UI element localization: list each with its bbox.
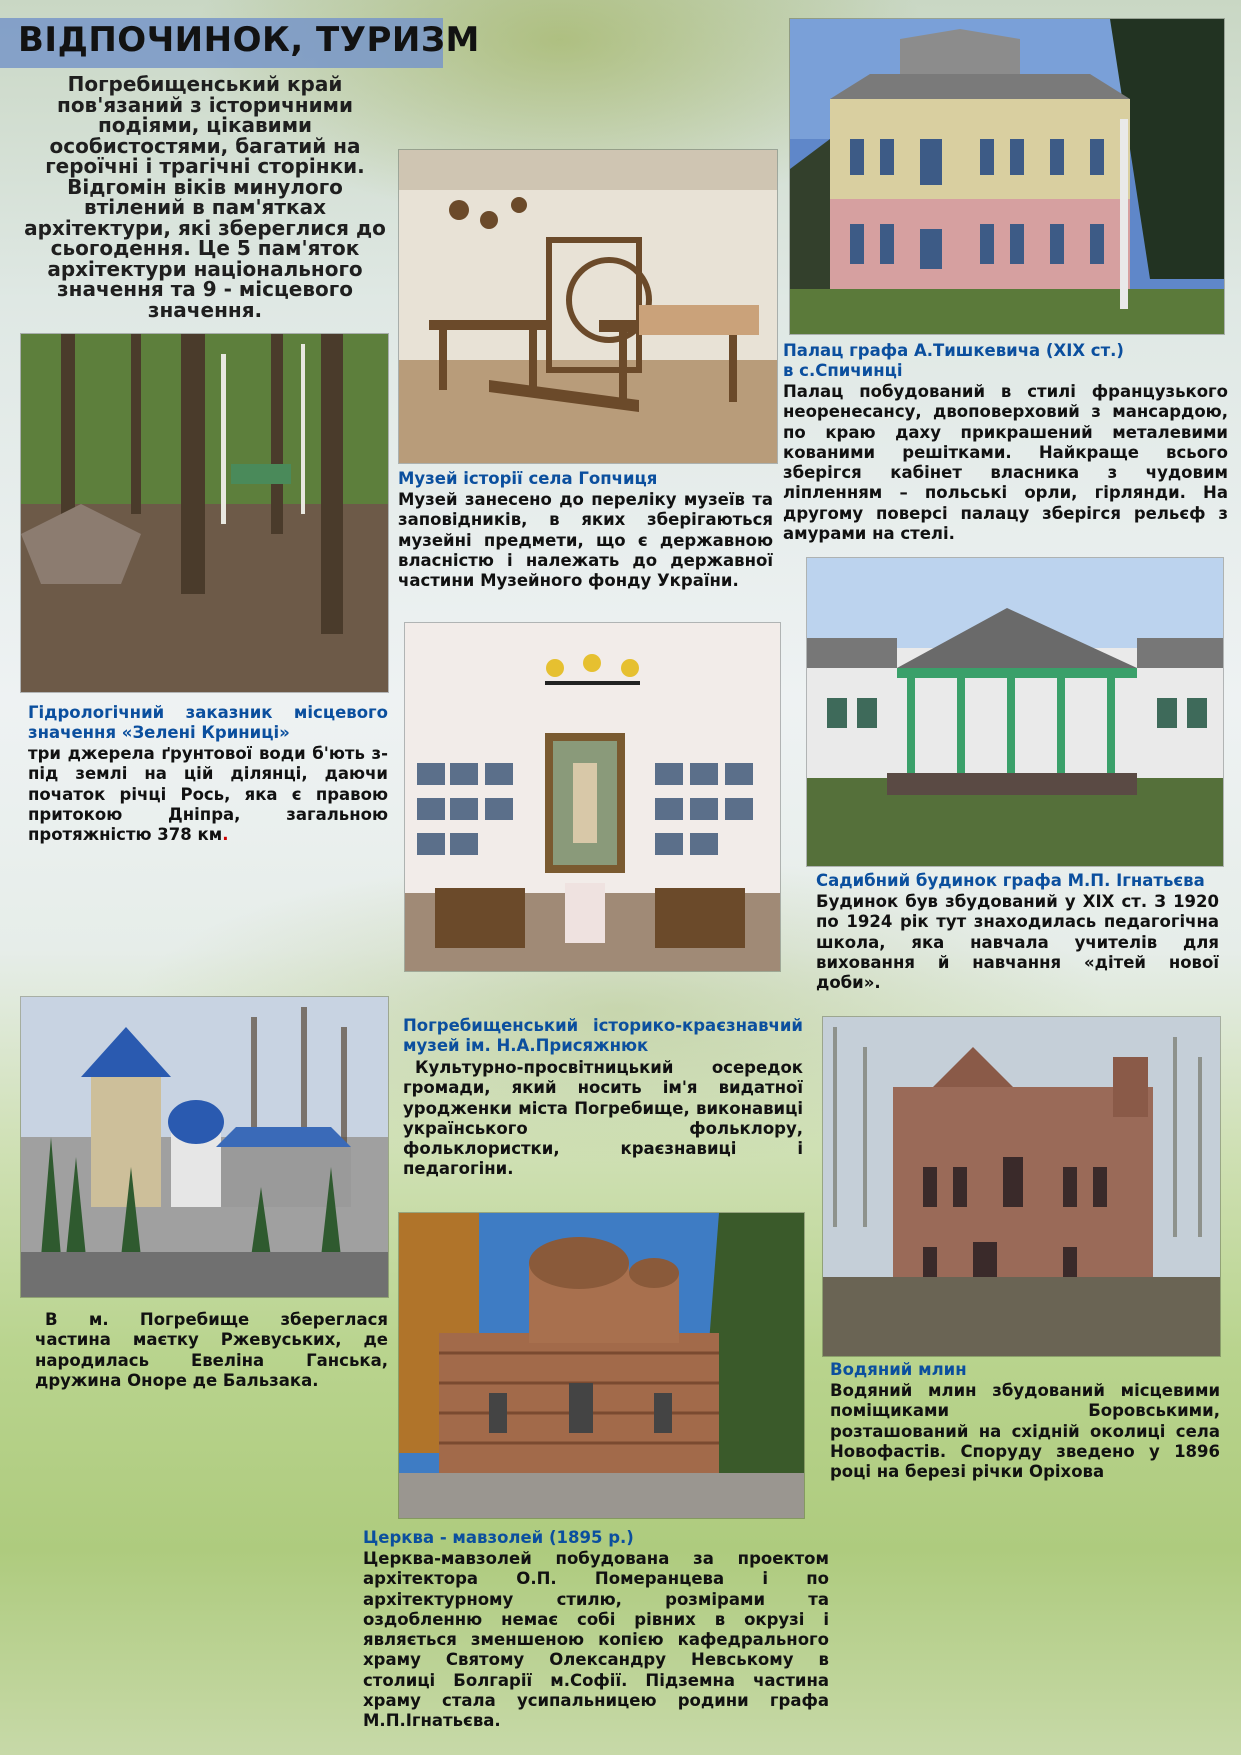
- church-caption: Церква - мавзолей (1895 р.): [363, 1528, 634, 1547]
- estate-photo: [806, 557, 1224, 867]
- reserve-text-main: три джерела ґрунтової води б'ють з-під землі на цій ділянці, даючи початок річці Рось, яка є правою притокою Дніпра, загальною протяжністю 378 км: [28, 744, 388, 845]
- rzhevusky-text: В м. Погребище збереглася частина маєтку Ржевуських, де народилась Евеліна Ганська, дружина Оноре де Бальзака.: [35, 1310, 388, 1390]
- local-museum-caption: Погребищенський історико-краєзнавчий музей ім. Н.А.Присяжнюк: [403, 1016, 803, 1055]
- local-museum-photo: [404, 622, 781, 972]
- reserve-text: [28, 744, 388, 845]
- local-museum-text: Культурно-просвітницький осередок громади, який носить ім'я видатної уродженки міста Погребище, виконавиці українського фольклору, фольклористки, краєзнавиці і педагогіни.: [403, 1058, 803, 1179]
- palace-text: Палац побудований в стилі французького неоренесансу, двоповерховий з мансардою, по краю даху прикрашений металевими кованими решітками. Найкраще всього зберігся кабінет власника з чудовим ліпленням – польські орли, гірлянди. На другому поверсі палацу зберігся рельєф з амурами на стелі.: [783, 382, 1228, 544]
- museum-village-caption: Музей історії села Гопчиця: [398, 469, 658, 488]
- church-photo: [398, 1212, 805, 1519]
- palace-caption: [783, 341, 1223, 381]
- estate-text: Будинок був збудований у XIX ст. З 1920 по 1924 рік тут знаходилась педагогічна школа, яка навчала учителів для виховання й навчання «дітей нової доби».: [816, 892, 1219, 993]
- palace-caption-line1: Палац графа А.Тишкевича (XIX ст.): [783, 341, 1124, 360]
- museum-village-photo: [398, 149, 778, 464]
- mill-text: Водяний млин збудований місцевими поміщиками Боровськими, розташований на східній околиці села Новофастів. Споруду зведено у 1896 році на березі річки Оріхова: [830, 1381, 1220, 1482]
- museum-village-text: Музей занесено до переліку музеїв та заповідників, в яких зберігаються музейні предмети, що є державною власністю і належать до державної частини Музейного фонду України.: [398, 490, 773, 591]
- reserve-photo: [20, 333, 389, 693]
- rzhevusky-photo: [20, 996, 389, 1298]
- palace-caption-line2: в с.Спичинці: [783, 361, 903, 380]
- estate-caption: Садибний будинок графа М.П. Ігнатьєва: [816, 871, 1205, 890]
- church-text: Церква-мавзолей побудована за проектом архітектора О.П. Померанцева і по архітектурному стилю, розмірами та оздобленню немає собі рівних в окрузі і являється зменшеною копією кафедрального храму Святому Олександру Невському в столиці Болгарії м.Софії. Підземна частина храму стала усипальницею родини графа М.П.Ігнатьєва.: [363, 1549, 829, 1731]
- reserve-text-end: .: [222, 825, 229, 845]
- page-title: ВІДПОЧИНОК, ТУРИЗМ: [18, 20, 480, 60]
- palace-photo: [789, 18, 1225, 335]
- reserve-caption: Гідрологічний заказник місцевого значення «Зелені Криниці»: [28, 703, 388, 742]
- mill-caption: Водяний млин: [830, 1360, 967, 1379]
- mill-photo: [822, 1016, 1221, 1357]
- intro-text: Погребищенський край пов'язаний з історичними подіями, цікавими особистостями, багатий на героїчні і трагічні сторінки. Відгомін віків минулого втілений в пам'ятках архітектури, які збереглися до сьогодення. Це 5 пам'яток архітектури національного значення та 9 - місцевого значення.: [24, 72, 386, 322]
